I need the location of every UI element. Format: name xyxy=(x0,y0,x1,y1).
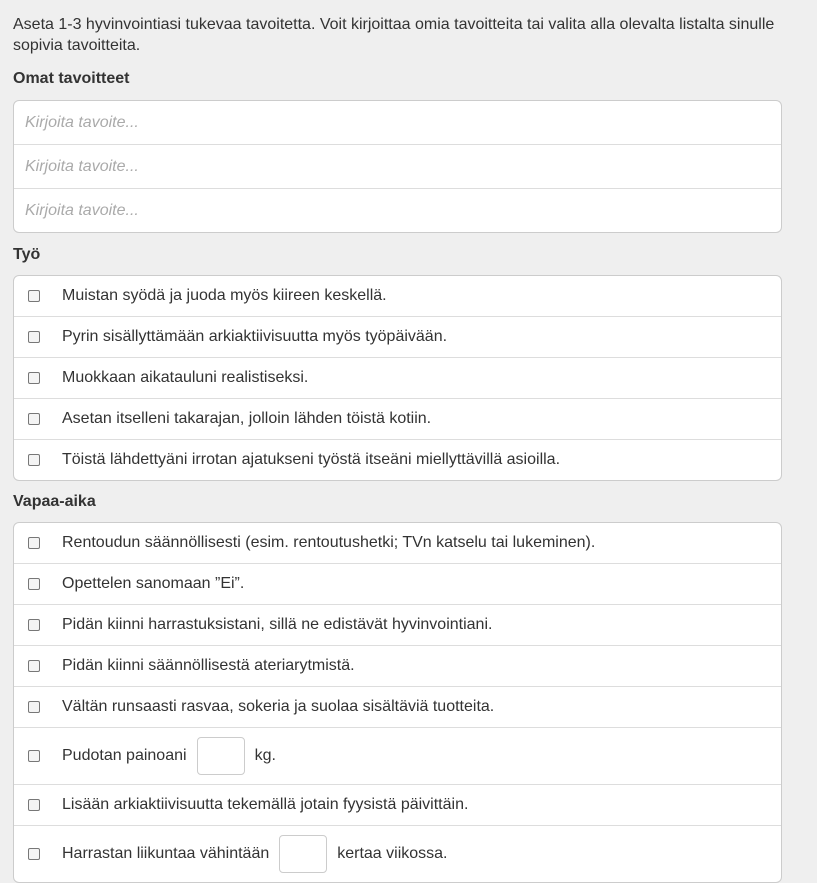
exercise-unit-label: kertaa viikossa. xyxy=(337,845,448,862)
work-goal-item[interactable] xyxy=(14,358,781,399)
own-goals-title: Omat tavoitteet xyxy=(13,70,130,87)
own-goal-row xyxy=(14,145,781,189)
goal-label: Asetan itselleni takarajan, jolloin lähden töistä kotiin. xyxy=(62,410,432,427)
goal-checkbox[interactable] xyxy=(28,701,40,713)
leisure-goal-item[interactable] xyxy=(14,646,781,687)
goal-label: Pidän kiinni säännöllisestä ateriarytmistä. xyxy=(62,657,355,674)
goal-checkbox[interactable] xyxy=(28,331,40,343)
weight-kg-input[interactable] xyxy=(197,737,245,775)
goal-checkbox[interactable] xyxy=(28,537,40,549)
goal-label: Rentoudun säännöllisesti (esim. rentoutushetki; TVn katselu tai lukeminen). xyxy=(62,534,596,551)
leisure-goal-item[interactable] xyxy=(14,785,781,826)
goal-label: Opettelen sanomaan ”Ei”. xyxy=(62,575,245,592)
leisure-goal-item[interactable] xyxy=(14,564,781,605)
goal-checkbox[interactable] xyxy=(28,372,40,384)
goal-label: Lisään arkiaktiivisuutta tekemällä jotain fyysistä päivittäin. xyxy=(62,796,469,813)
goal-checkbox[interactable] xyxy=(28,578,40,590)
leisure-goal-item-weight[interactable] xyxy=(14,728,781,785)
exercise-times-input[interactable] xyxy=(279,835,327,873)
leisure-goal-item[interactable] xyxy=(14,687,781,728)
own-goal-input-3[interactable] xyxy=(14,189,781,232)
goal-label: Töistä lähdettyäni irrotan ajatukseni työstä itseäni miellyttävillä asioilla. xyxy=(62,451,561,468)
goal-label: Vältän runsaasti rasvaa, sokeria ja suolaa sisältäviä tuotteita. xyxy=(62,698,495,715)
goal-checkbox[interactable] xyxy=(28,848,40,860)
leisure-goal-item-exercise[interactable] xyxy=(14,826,781,882)
leisure-goal-item[interactable] xyxy=(14,523,781,564)
goal-label: Muistan syödä ja juoda myös kiireen keskellä. xyxy=(62,287,387,304)
work-goal-item[interactable] xyxy=(14,399,781,440)
goal-label: Pudotan painoani xyxy=(62,747,187,764)
own-goals-box xyxy=(13,100,782,233)
goal-checkbox[interactable] xyxy=(28,619,40,631)
goal-label: Muokkaan aikatauluni realistiseksi. xyxy=(62,369,309,386)
goal-checkbox[interactable] xyxy=(28,660,40,672)
leisure-goal-item[interactable] xyxy=(14,605,781,646)
own-goal-row xyxy=(14,189,781,232)
goals-form xyxy=(13,14,782,883)
goal-checkbox[interactable] xyxy=(28,454,40,466)
work-section-title: Työ xyxy=(13,246,41,263)
intro-text: Aseta 1-3 hyvinvointiasi tukevaa tavoitetta. Voit kirjoittaa omia tavoitteita tai valita alla olevalta listalta sinulle sopivia tavoitteita. xyxy=(13,16,775,54)
goal-checkbox[interactable] xyxy=(28,413,40,425)
work-goal-item[interactable] xyxy=(14,317,781,358)
goal-label: Harrastan liikuntaa vähintään xyxy=(62,845,270,862)
goal-checkbox[interactable] xyxy=(28,290,40,302)
leisure-section-title: Vapaa-aika xyxy=(13,493,96,510)
goal-label: Pyrin sisällyttämään arkiaktiivisuutta myös työpäivään. xyxy=(62,328,448,345)
goal-label: Pidän kiinni harrastuksistani, sillä ne edistävät hyvinvointiani. xyxy=(62,616,493,633)
work-goal-item[interactable] xyxy=(14,276,781,317)
own-goal-row xyxy=(14,101,781,145)
own-goal-input-2[interactable] xyxy=(14,145,781,188)
leisure-goals-box xyxy=(13,522,782,883)
work-goal-item[interactable] xyxy=(14,440,781,480)
goal-checkbox[interactable] xyxy=(28,750,40,762)
own-goal-input-1[interactable] xyxy=(14,101,781,144)
work-goals-box xyxy=(13,275,782,481)
goal-checkbox[interactable] xyxy=(28,799,40,811)
weight-unit-label: kg. xyxy=(254,747,276,764)
